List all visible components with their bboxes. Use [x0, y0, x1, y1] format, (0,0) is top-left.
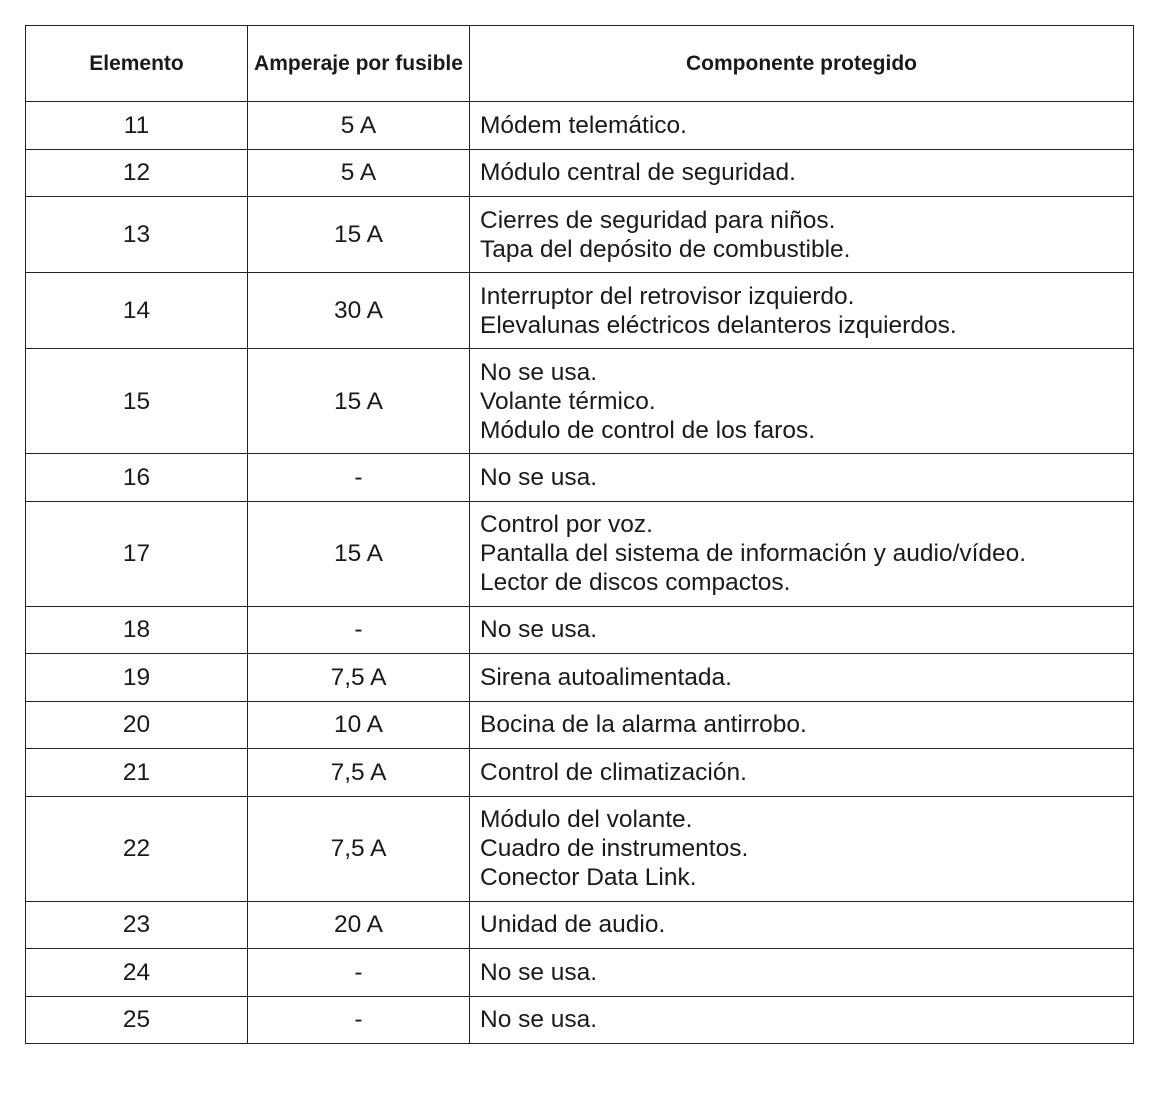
element-cell: 25: [26, 996, 248, 1044]
component-cell: [470, 102, 1134, 150]
amperage-cell: 30 A: [248, 273, 470, 349]
amperage-cell: 20 A: [248, 901, 470, 949]
element-cell: 14: [26, 273, 248, 349]
component-line: No se usa.: [480, 1006, 598, 1034]
element-cell: 19: [26, 654, 248, 702]
amperage-cell: -: [248, 454, 470, 502]
table-row: [26, 102, 1134, 150]
table-row: [26, 197, 1134, 273]
element-cell: 17: [26, 501, 248, 606]
component-line: Módulo de control de los faros.: [480, 416, 816, 444]
element-cell: 11: [26, 102, 248, 150]
element-cell: 20: [26, 701, 248, 749]
component-cell: [470, 701, 1134, 749]
component-line: Sirena autoalimentada.: [480, 663, 732, 691]
component-line: Lector de discos compactos.: [480, 569, 791, 596]
component-cell: [470, 901, 1134, 949]
component-cell: [470, 149, 1134, 197]
element-cell: 13: [26, 197, 248, 273]
amperage-cell: 7,5 A: [248, 796, 470, 901]
component-cell: [470, 796, 1134, 901]
component-cell: [470, 949, 1134, 997]
table-row: [26, 901, 1134, 949]
component-line: Interruptor del retrovisor izquierdo.: [480, 282, 855, 310]
table-row: [26, 149, 1134, 197]
component-line: Elevalunas eléctricos delanteros izquierdos.: [480, 311, 957, 339]
component-line: No se usa.: [480, 616, 598, 644]
element-cell: 18: [26, 606, 248, 654]
table-row: [26, 349, 1134, 454]
component-line: Conector Data Link.: [480, 864, 697, 891]
element-cell: 22: [26, 796, 248, 901]
element-cell: 23: [26, 901, 248, 949]
component-line: No se usa.: [480, 358, 598, 386]
amperage-cell: 10 A: [248, 701, 470, 749]
component-cell: [470, 197, 1134, 273]
amperage-cell: 15 A: [248, 501, 470, 606]
amperage-cell: 7,5 A: [248, 654, 470, 702]
table-row: [26, 606, 1134, 654]
component-line: No se usa.: [480, 958, 598, 986]
element-cell: 16: [26, 454, 248, 502]
component-line: No se usa.: [480, 463, 598, 491]
component-line: Control de climatización.: [480, 758, 747, 786]
element-cell: 21: [26, 749, 248, 797]
table-row: [26, 654, 1134, 702]
component-line: Pantalla del sistema de información y audio/vídeo.: [480, 540, 1027, 567]
component-line: Cuadro de instrumentos.: [480, 835, 749, 862]
table-row: [26, 273, 1134, 349]
component-line: Tapa del depósito de combustible.: [480, 235, 851, 263]
component-cell: [470, 454, 1134, 502]
header-amperage: Amperaje por fusible: [248, 26, 470, 102]
amperage-cell: -: [248, 996, 470, 1044]
component-cell: [470, 749, 1134, 797]
element-cell: 12: [26, 149, 248, 197]
header-row: [26, 26, 1134, 102]
component-line: Módulo central de seguridad.: [480, 159, 796, 187]
component-line: Cierres de seguridad para niños.: [480, 206, 836, 234]
amperage-cell: -: [248, 949, 470, 997]
amperage-cell: 15 A: [248, 349, 470, 454]
amperage-cell: 5 A: [248, 149, 470, 197]
amperage-cell: 15 A: [248, 197, 470, 273]
table-row: [26, 949, 1134, 997]
component-line: Volante térmico.: [480, 387, 656, 415]
table-row: [26, 701, 1134, 749]
table-row: [26, 796, 1134, 901]
amperage-cell: 5 A: [248, 102, 470, 150]
component-cell: [470, 501, 1134, 606]
component-cell: [470, 273, 1134, 349]
amperage-cell: -: [248, 606, 470, 654]
header-component: Componente protegido: [470, 26, 1134, 102]
component-line: Módulo del volante.: [480, 806, 693, 833]
component-line: Bocina de la alarma antirrobo.: [480, 711, 807, 739]
table-row: [26, 454, 1134, 502]
table-row: [26, 996, 1134, 1044]
table-body: [26, 102, 1134, 1044]
element-cell: 24: [26, 949, 248, 997]
amperage-cell: 7,5 A: [248, 749, 470, 797]
element-cell: 15: [26, 349, 248, 454]
table-row: [26, 501, 1134, 606]
table-row: [26, 749, 1134, 797]
component-cell: [470, 606, 1134, 654]
header-element: Elemento: [26, 26, 248, 102]
component-line: Unidad de audio.: [480, 911, 666, 939]
component-cell: [470, 996, 1134, 1044]
component-line: Módem telemático.: [480, 111, 687, 139]
component-cell: [470, 349, 1134, 454]
component-cell: [470, 654, 1134, 702]
fuse-table: [25, 25, 1134, 1044]
component-line: Control por voz.: [480, 511, 653, 538]
